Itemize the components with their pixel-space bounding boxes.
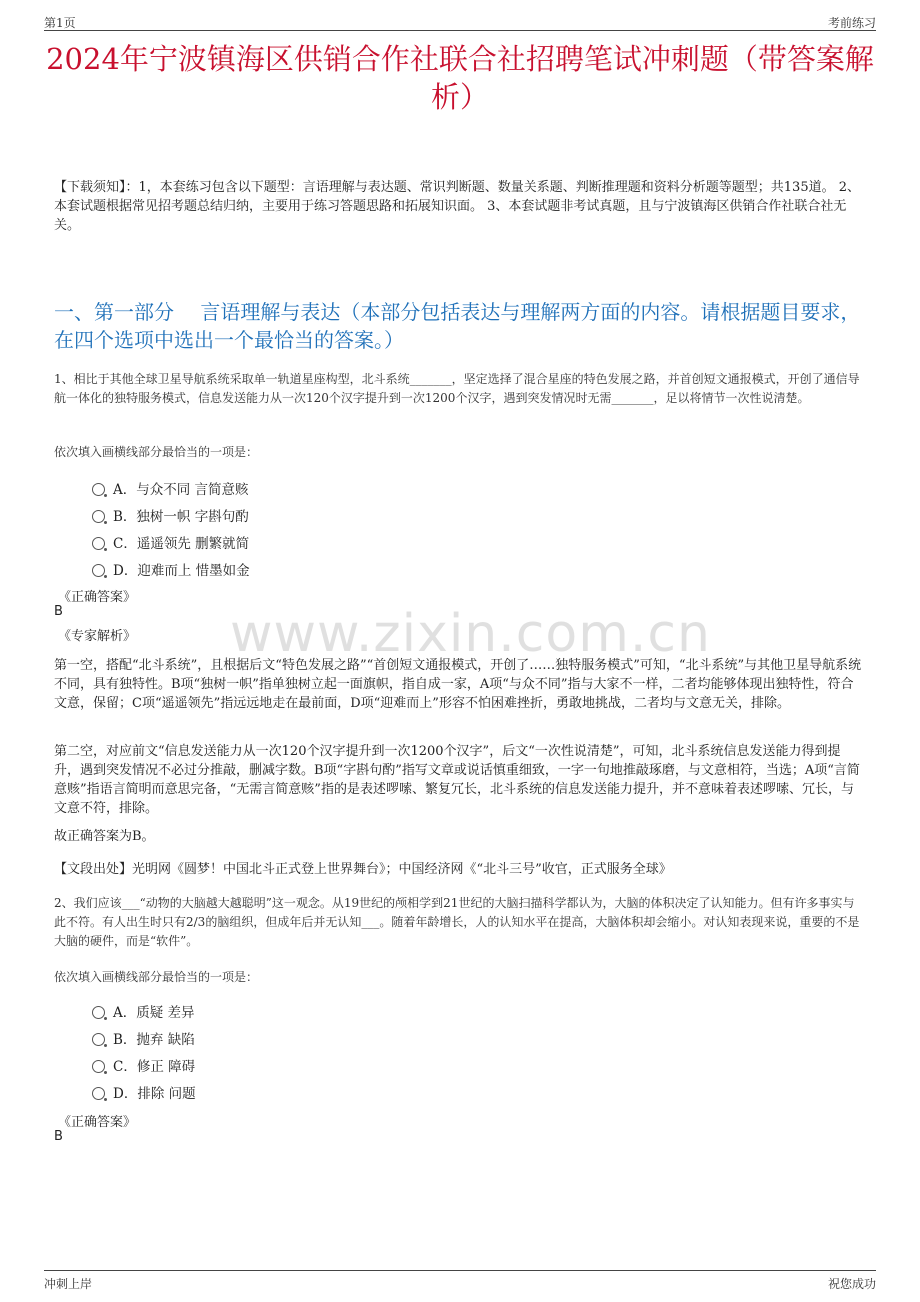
radio-icon[interactable] (92, 1060, 105, 1073)
radio-icon[interactable] (92, 1087, 105, 1100)
footer-left: 冲刺上岸 (44, 1277, 93, 1291)
question-1-option-b[interactable]: B．独树一帜 字斟句酌 (92, 505, 249, 525)
radio-icon[interactable] (92, 537, 105, 550)
question-1-option-c[interactable]: C．遥遥领先 删繁就简 (92, 532, 249, 552)
answer-label: 《正确答案》 (58, 590, 137, 605)
document-title: 2024年宁波镇海区供销合作社联合社招聘笔试冲刺题（带答案解析） (46, 42, 874, 114)
radio-icon[interactable] (92, 1033, 105, 1046)
question-2-option-b[interactable]: B．抛弃 缺陷 (92, 1028, 195, 1048)
question-1-text: 1、相比于其他全球卫星导航系统采取单一轨道星座构型，北斗系统_______，坚定选择了混合星座的特色发展之路，并首创短文通报模式，开创了通信导航一体化的独特服务模式，信息发送能力从一次120个汉字提升到一次1200个汉字，遇到突发情况时无需_______，足以将情节一次性说清楚。 (54, 372, 860, 405)
watermark: www.zixin.com.cn (230, 604, 711, 664)
radio-icon[interactable] (92, 483, 105, 496)
page-header (44, 10, 876, 31)
analysis-paragraph-1: 第一空，搭配“北斗系统”，且根据后文“特色发展之路”“首创短文通报模式，开创了……独特服务模式”可知，“北斗系统”与其他卫星导航系统不同，具有独特性。B项“独树一帜”指单独树立起一面旗帜，指自成一家，A项“与众不同”指与大家不一样，二者均能够体现出独特性，符合文意，保留；C项“遥遥领先”指远远地走在最前面，D项“迎难而上”形容不怕困难挫折，勇敢地挑战，二者均与文意无关，排除。 (54, 658, 862, 711)
question-1-option-a[interactable]: A．与众不同 言简意赅 (92, 478, 249, 498)
source-citation: 【文段出处】光明网《圆梦！中国北斗正式登上世界舞台》；中国经济网《“北斗三号”收官，正式服务全球》 (54, 862, 672, 877)
page-footer (44, 1270, 876, 1293)
radio-icon[interactable] (92, 1006, 105, 1019)
page-number: 第1页 (44, 16, 76, 30)
section-heading: 一、第一部分 言语理解与表达（本部分包括表达与理解两方面的内容。请根据题目要求，在四个选项中选出一个最恰当的答案。） (54, 300, 861, 352)
header-label: 考前练习 (827, 16, 876, 30)
answer-value: B (54, 604, 63, 619)
question-2-option-c[interactable]: C．修正 障碍 (92, 1055, 195, 1075)
analysis-paragraph-2: 第二空，对应前文“信息发送能力从一次120个汉字提升到一次1200个汉字”，后文“一次性说清楚”，可知，北斗系统信息发送能力得到提升，遇到突发情况不必过分推敲，删减字数。B项“字斟句酌”指写文章或说话慎重细致，一字一句地推敲琢磨，与文意相符，当选；A项“言简意赅”指语言简明而意思完备，“无需言简意赅”指的是表述啰嗦、繁复冗长，北斗系统的信息发送能力提升，并不意味着表述啰嗦、冗长，与文意不符，排除。 (54, 744, 860, 816)
question-2-text: 2、我们应该___“动物的大脑越大越聪明”这一观念。从19世纪的颅相学到21世纪的大脑扫描科学都认为，大脑的体积决定了认知能力。但有许多事实与此不符。有人出生时只有2/3的脑组织，但成年后并无认知___。随着年龄增长，人的认知水平在提高，大脑体积却会缩小。对认知表现来说，重要的不是大脑的硬件，而是“软件”。 (54, 896, 860, 948)
download-notice: 【下载须知】：1，本套练习包含以下题型：言语理解与表达题、常识判断题、数量关系题、判断推理题和资料分析题等题型；共135道。 2、本套试题根据常见招考题总结归纳，主要用于练习答题思路和拓展知识面。 3、本套试题非考试真题，且与宁波镇海区供销合作社联合社无关。 (54, 180, 860, 233)
question-2-option-a[interactable]: A．质疑 差异 (92, 1001, 195, 1021)
radio-icon[interactable] (92, 564, 105, 577)
question-2-prompt: 依次填入画横线部分最恰当的一项是： (54, 970, 259, 984)
question-1-prompt: 依次填入画横线部分最恰当的一项是： (54, 445, 259, 459)
answer-value: B (54, 1129, 63, 1144)
question-2-option-d[interactable]: D．排除 问题 (92, 1082, 196, 1102)
radio-icon[interactable] (92, 510, 105, 523)
analysis-conclusion: 故正确答案为B。 (54, 829, 155, 844)
analysis-label: 《专家解析》 (58, 629, 137, 644)
question-1-option-d[interactable]: D．迎难而上 惜墨如金 (92, 559, 250, 579)
answer-label: 《正确答案》 (58, 1115, 137, 1130)
footer-right: 祝您成功 (827, 1277, 876, 1291)
